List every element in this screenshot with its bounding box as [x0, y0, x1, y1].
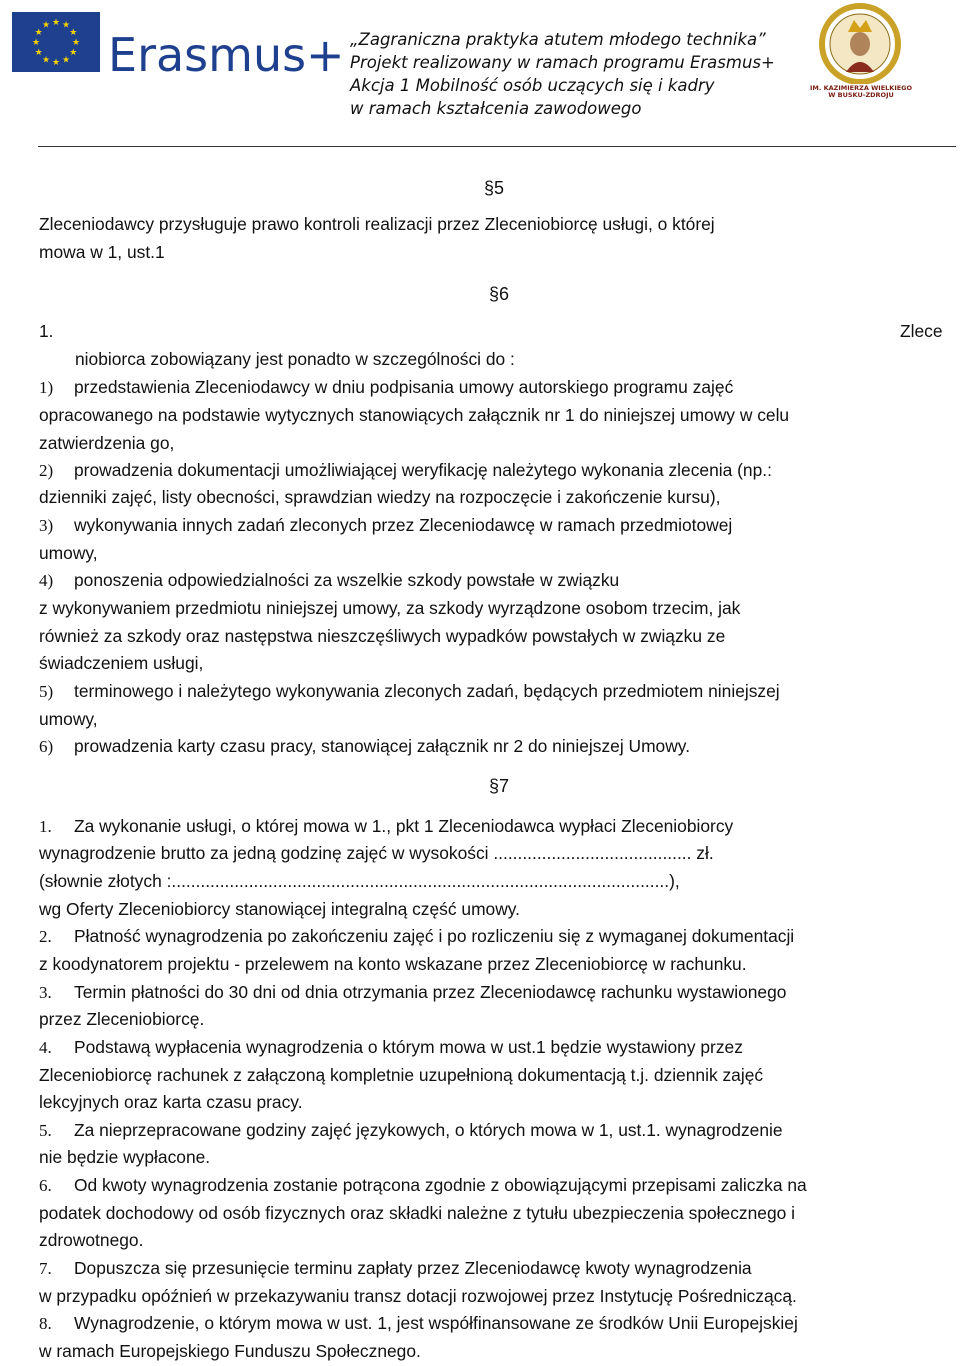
erasmus-logo-text: Erasmus+ — [108, 28, 345, 82]
eu-star-icon: ★ — [61, 19, 71, 30]
eu-star-icon: ★ — [34, 27, 43, 37]
text-line: Wynagrodzenie, o którym mowa w ust. 1, jest współfinansowane ze środków Unii Europejskiej — [74, 1313, 798, 1333]
eu-star-icon: ★ — [71, 37, 81, 47]
project-info — [350, 28, 775, 120]
text-line: świadczeniem usługi, — [39, 653, 204, 673]
header-divider — [38, 146, 956, 147]
list-number: 1. — [39, 817, 52, 836]
text-line: Zlece — [900, 321, 943, 341]
eu-star-icon: ★ — [69, 47, 78, 57]
list-number: 6) — [39, 737, 54, 756]
text-line: nie będzie wypłacone. — [39, 1147, 211, 1167]
text-line: wykonywania innych zadań zleconych przez Zleceniodawcę w ramach przedmiotowej — [74, 515, 733, 535]
eu-star-icon: ★ — [31, 37, 41, 47]
page-header — [0, 0, 960, 140]
text-line: z wykonywaniem przedmiotu niniejszej umowy, za szkody wyrządzone osobom trzecim, jak — [39, 598, 741, 618]
text-line: Termin płatności do 30 dni od dnia otrzymania przez Zleceniodawcę rachunku wystawionego — [74, 982, 787, 1002]
list-number: 2) — [39, 461, 54, 480]
list-number: 8. — [39, 1314, 52, 1333]
text-line: zatwierdzenia go, — [39, 433, 175, 453]
school-seal-icon — [808, 2, 918, 100]
list-number: 2. — [39, 927, 52, 946]
text-line: terminowego i należytego wykonywania zleconych zadań, będących przedmiotem niniejszej — [74, 681, 780, 701]
list-number: 5. — [39, 1121, 52, 1140]
text-line: opracowanego na podstawie wytycznych stanowiących załącznik nr 1 do niniejszej umowy w celu — [39, 405, 790, 425]
text-line: dzienniki zajęć, listy obecności, sprawdzian wiedzy na rozpoczęcie i zakończenie kursu), — [39, 487, 721, 507]
eu-star-icon: ★ — [34, 47, 43, 57]
text-line: w przypadku opóźnień w przekazywaniu transz dotacji rozwojowej przez Instytucję Pośredniczącą. — [39, 1286, 797, 1306]
text-line: wg Oferty Zleceniobiorcy stanowiącej integralną część umowy. — [39, 899, 521, 919]
text-line: zdrowotnego. — [39, 1230, 144, 1250]
svg-text:W BUSKU-ZDROJU: W BUSKU-ZDROJU — [828, 91, 894, 99]
list-number: 6. — [39, 1176, 52, 1195]
text-line: prowadzenia karty czasu pracy, stanowiącej załącznik nr 2 do niniejszej Umowy. — [74, 736, 691, 756]
section-heading: §7 — [489, 776, 510, 796]
eu-star-icon: ★ — [41, 19, 51, 30]
list-number: 7. — [39, 1259, 52, 1278]
text-line: przedstawienia Zleceniodawcy w dniu podpisania umowy autorskiego programu zajęć — [74, 377, 734, 397]
text-line: ponoszenia odpowiedzialności za wszelkie szkody powstałe w związku — [74, 570, 620, 590]
text-line: wynagrodzenie brutto za jedną godzinę zajęć w wysokości ......................................... zł. — [39, 843, 714, 863]
text-line: z koodynatorem projektu - przelewem na konto wskazane przez Zleceniobiorcę w rachunku. — [39, 954, 747, 974]
list-number: 3. — [39, 983, 52, 1002]
section-heading: §6 — [489, 284, 510, 304]
text-line: Zleceniodawcy przysługuje prawo kontroli realizacji przez Zleceniobiorcę usługi, o której — [39, 214, 715, 234]
text-line: Zleceniobiorcę rachunek z załączoną kompletnie uzupełnioną dokumentacją t.j. dziennik zajęć — [39, 1065, 764, 1085]
list-number: 1) — [39, 378, 54, 397]
eu-star-icon: ★ — [51, 57, 61, 67]
text-line: Od kwoty wynagrodzenia zostanie potrącona zgodnie z obowiązującymi przepisami zaliczka na — [74, 1175, 807, 1195]
project-line: Projekt realizowany w ramach programu Erasmus+ — [350, 53, 775, 72]
text-line: przez Zleceniobiorcę. — [39, 1009, 205, 1029]
text-line: umowy, — [39, 543, 98, 563]
list-number: 3) — [39, 516, 54, 535]
eu-star-icon: ★ — [41, 54, 51, 65]
section-heading: §5 — [484, 178, 505, 198]
svg-text:IM. KAZIMIERZA WIELKIEGO: IM. KAZIMIERZA WIELKIEGO — [809, 84, 913, 92]
list-number: 1. — [39, 321, 54, 341]
text-line: prowadzenia dokumentacji umożliwiającej weryfikację należytego wykonania zlecenia (np.: — [74, 460, 772, 480]
text-line: Za wykonanie usługi, o której mowa w 1., pkt 1 Zleceniodawca wypłaci Zleceniobiorcy — [74, 816, 734, 836]
text-line: lekcyjnych oraz karta czasu pracy. — [39, 1092, 303, 1112]
text-line: mowa w 1, ust.1 — [39, 242, 165, 262]
eu-star-icon: ★ — [61, 54, 71, 65]
text-line: Za nieprzepracowane godziny zajęć językowych, o których mowa w 1, ust.1. wynagrodzenie — [74, 1120, 783, 1140]
project-line: „Zagraniczna praktyka atutem młodego technika” — [350, 30, 766, 49]
eu-star-icon: ★ — [69, 27, 78, 37]
text-line: Podstawą wypłacenia wynagrodzenia o którym mowa w ust.1 będzie wystawiony przez — [74, 1037, 743, 1057]
text-line: umowy, — [39, 709, 98, 729]
text-line: w ramach Europejskiego Funduszu Społecznego. — [39, 1341, 421, 1361]
text-line: również za szkody oraz następstwa nieszczęśliwych wypadków powstałych w związku ze — [39, 626, 726, 646]
text-line: (słownie złotych :.......................................................................................................), — [39, 871, 680, 891]
project-line: w ramach kształcenia zawodowego — [350, 99, 642, 118]
eu-star-icon: ★ — [51, 17, 61, 27]
text-line: Dopuszcza się przesunięcie terminu zapłaty przez Zleceniodawcę kwoty wynagrodzenia — [74, 1258, 752, 1278]
text-line: Płatność wynagrodzenia po zakończeniu zajęć i po rozliczeniu się z wymaganej dokumentacji — [74, 926, 795, 946]
text-line: podatek dochodowy od osób fizycznych oraz składki należne z tytułu ubezpieczenia społecznego i — [39, 1203, 795, 1223]
eu-flag-icon — [12, 12, 100, 72]
list-number: 4) — [39, 571, 54, 590]
list-number: 4. — [39, 1038, 52, 1057]
list-number: 5) — [39, 682, 54, 701]
text-line: niobiorca zobowiązany jest ponadto w szczególności do : — [75, 349, 515, 369]
project-line: Akcja 1 Mobilność osób uczących się i kadry — [350, 76, 715, 95]
